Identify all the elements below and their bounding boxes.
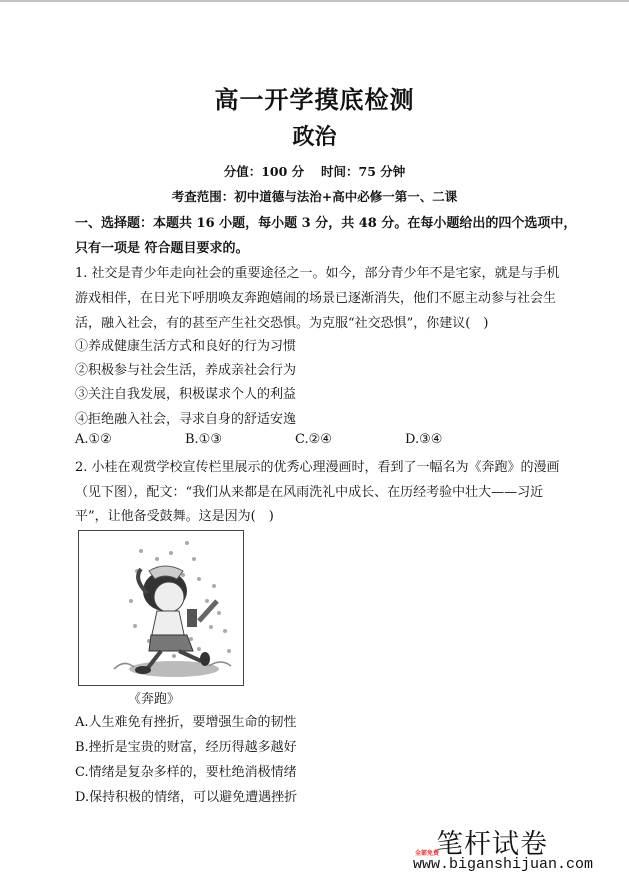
question-1-line: 游戏相伴，在日光下呼朋唤友奔跑嬉闹的场景已逐渐消失，他们不愿主动参与社会生 [75,291,557,306]
question-1-statement: ①养成健康生活方式和良好的行为习惯 [75,339,297,354]
question-2-option-a: A.人生难免有挫折，要增强生命的韧性 [75,715,297,730]
question-2-line: 2. 小桂在观赏学校宣传栏里展示的优秀心理漫画时，看到了一幅名为《奔跑》的漫画 [75,460,560,475]
watermark-tag: 全部免费 [415,850,440,857]
running-girl-in-rain-illustration [79,531,243,685]
option-b: B.①③ [185,432,222,447]
comic-figure-running-girl [78,530,244,686]
question-2-line: （见下图），配文：“我们从来都是在风雨洗礼中成长、在历经考验中壮大——习近 [75,485,544,500]
question-2-option-d: D.保持积极的情绪，可以避免遭遇挫折 [75,790,298,805]
question-1-statement: ④拒绝融入社会，寻求自身的舒适安逸 [75,412,297,427]
option-c: C.②④ [295,432,332,447]
question-2-option-b: B.挫折是宝贵的财富，经历得越多越好 [75,740,297,755]
option-a: A.①② [75,432,112,447]
exam-scope: 考查范围：初中道德与法治+高中必修一第一、二课 [171,189,458,204]
question-2-option-c: C.情绪是复杂多样的，要杜绝消极情绪 [75,765,297,780]
exam-subject: 政治 [292,124,337,150]
top-border [0,0,629,2]
exam-title: 高一开学摸底检测 [214,85,415,114]
option-d: D.③④ [405,432,443,447]
question-2-line: 平”，让他备受鼓舞。这是因为( ) [75,509,274,524]
section-instructions-line2: 只有一项是 符合题目要求的。 [75,241,249,256]
question-1-line: 1. 社交是青少年走向社会的重要途径之一。如今，部分青少年不是宅家，就是与手机 [75,266,560,281]
section-instructions-line1: 一、选择题：本题共 16 小题，每小题 3 分，共 48 分。在每小题给出的四个选项中， [75,216,577,231]
watermark-brand: 笔杆试卷 [436,829,548,860]
question-1-line: 活，融入社会，有的甚至产生社交恐惧。为克服“社交恐惧”，你建议( ) [75,316,489,331]
exam-meta: 分值：100 分 时间：75 分钟 [223,164,406,179]
figure-caption: 《奔跑》 [128,692,181,707]
question-1-statement: ③关注自我发展，积极谋求个人的利益 [75,387,297,402]
watermark-url: www.biganshijuan.com [413,856,594,873]
question-1-statement: ②积极参与社会生活，养成亲社会行为 [75,363,297,378]
